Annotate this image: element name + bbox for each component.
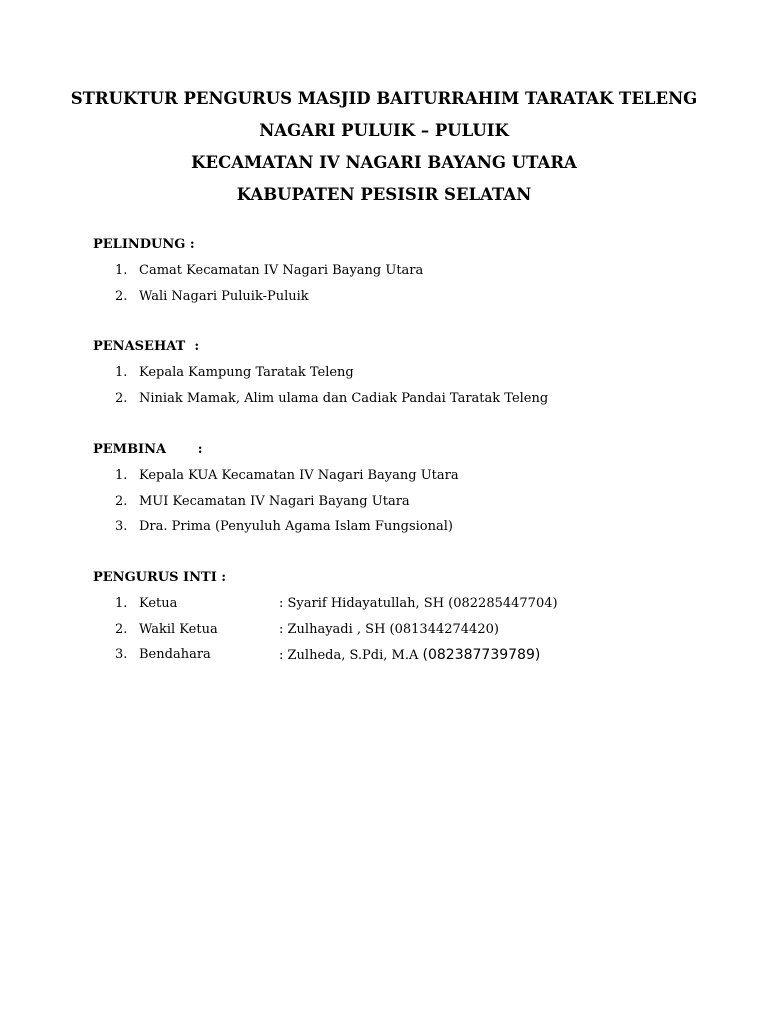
item-number: 2. [115, 493, 128, 509]
list-item [93, 645, 713, 671]
list-item [93, 363, 713, 389]
item-text: Camat Kecamatan IV Nagari Bayang Utara [139, 263, 424, 278]
list-item [93, 287, 713, 313]
item-number: 2. [115, 288, 128, 304]
role-label: Ketua [139, 596, 178, 611]
item-text: MUI Kecamatan IV Nagari Bayang Utara [139, 493, 410, 509]
item-number: 1. [115, 263, 128, 278]
title-line-4: KABUPATEN PESISIR SELATAN [236, 185, 532, 204]
section-heading-pelindung: PELINDUNG : [93, 237, 195, 252]
role-holder-phone: (082387739789) [422, 647, 541, 664]
item-number: 3. [115, 647, 128, 663]
section-pelindung [93, 235, 713, 312]
list-item [93, 466, 713, 492]
item-text: Niniak Mamak, Alim ulama dan Cadiak Pandai Taratak Teleng [139, 390, 549, 406]
role-holder: : Zulhayadi , SH (081344274420) [279, 621, 499, 637]
list-item [93, 492, 713, 518]
item-text: Dra. Prima (Penyuluh Agama Islam Fungsional) [139, 519, 453, 535]
item-number: 1. [115, 596, 128, 611]
item-number: 1. [115, 365, 128, 380]
item-number: 1. [115, 468, 128, 483]
item-number: 2. [115, 621, 128, 637]
pelindung-list [93, 261, 713, 312]
section-penasehat [93, 337, 713, 414]
role-label: Wakil Ketua [139, 621, 218, 637]
item-text: Kepala KUA Kecamatan IV Nagari Bayang Utara [139, 468, 459, 483]
list-item [93, 261, 713, 287]
list-item [93, 620, 713, 646]
list-item [93, 594, 713, 620]
section-heading-penasehat: PENASEHAT : [93, 339, 200, 354]
list-item [93, 389, 713, 415]
role-label: Bendahara [139, 647, 211, 663]
section-heading-pengurus-inti: PENGURUS INTI : [93, 570, 227, 585]
item-text: Wali Nagari Puluik-Puluik [139, 288, 309, 304]
item-text: Kepala Kampung Taratak Teleng [139, 365, 354, 380]
title-line-3: KECAMATAN IV NAGARI BAYANG UTARA [191, 153, 577, 172]
list-item [93, 517, 713, 543]
pengurus-inti-list [93, 594, 713, 671]
role-holder: : Syarif Hidayatullah, SH (082285447704) [279, 596, 558, 611]
item-number: 2. [115, 390, 128, 406]
title-line-2: NAGARI PULUIK – PULUIK [259, 121, 509, 140]
section-heading-pembina: PEMBINA : [93, 442, 203, 457]
section-pengurus-inti [93, 568, 713, 671]
penasehat-list [93, 363, 713, 414]
title-line-1: STRUKTUR PENGURUS MASJID BAITURRAHIM TARATAK TELENG [70, 89, 698, 108]
section-pembina [93, 440, 713, 543]
role-holder-name: : Zulheda, S.Pdi, M.A [279, 648, 423, 664]
item-number: 3. [115, 519, 128, 535]
role-holder [279, 645, 540, 666]
document-title [0, 86, 768, 214]
pembina-list [93, 466, 713, 543]
